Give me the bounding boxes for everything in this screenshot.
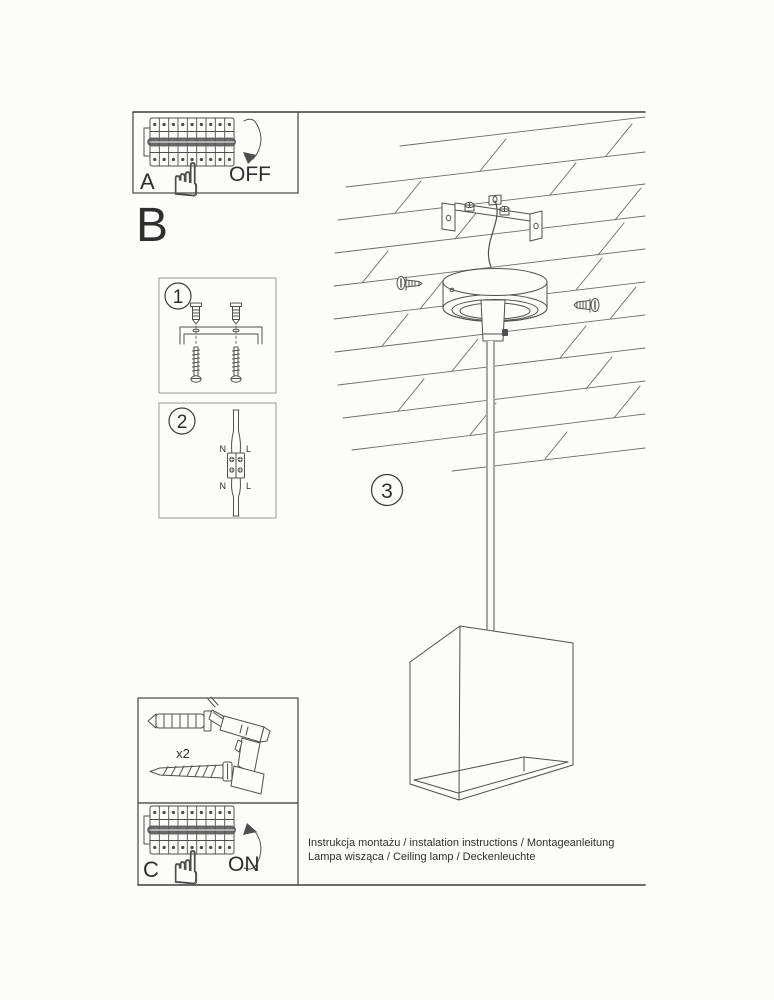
wire-label-l-bottom: L: [246, 481, 252, 491]
screw-icon: [191, 347, 201, 382]
section-b-label: B: [136, 199, 169, 252]
switch-on-label: ON: [228, 853, 260, 876]
ceiling-canopy: [443, 269, 547, 342]
screw-icon: [150, 762, 232, 781]
curved-arrow-down-icon: [243, 119, 261, 164]
wire-label-n-bottom: N: [219, 481, 226, 491]
power-cord: [486, 341, 495, 632]
wall-anchor-icon: [191, 303, 202, 344]
wire-label-l-top: L: [246, 444, 252, 454]
pointing-hand-icon: ☝: [172, 841, 201, 895]
step-a-label: A: [140, 169, 155, 194]
footer-product-line: Lampa wisząca / Ceiling lamp / Deckenleuchte: [308, 851, 536, 863]
step-1-number: 1: [172, 287, 184, 308]
step-2-number: 2: [176, 412, 188, 433]
footer-title-line: Instrukcja montażu / instalation instructions / Montageanleitung: [308, 837, 615, 849]
bracket-mounting-diagram: [180, 303, 262, 382]
wire-terminal-diagram: [228, 410, 245, 516]
wire-label-n-top: N: [219, 444, 226, 454]
wall-anchor-icon: [148, 711, 211, 731]
screw-left-icon: [397, 277, 422, 291]
drill-icon: [208, 697, 270, 794]
screw-right-icon: [574, 299, 599, 313]
step-3-number: 3: [381, 480, 393, 503]
bracket-terminal-screw-icon: [500, 206, 509, 215]
bracket-terminal-screw-icon: [465, 202, 474, 211]
pointing-hand-icon: ☝: [172, 153, 201, 207]
switch-off-label: OFF: [229, 163, 271, 186]
cord-grip: [481, 300, 508, 341]
step-c-label: C: [143, 857, 159, 882]
cube-lamp-shade: [410, 626, 573, 800]
anchor-count-label: x2: [176, 746, 190, 761]
wall-anchor-icon: [231, 303, 242, 344]
screw-icon: [231, 347, 241, 382]
